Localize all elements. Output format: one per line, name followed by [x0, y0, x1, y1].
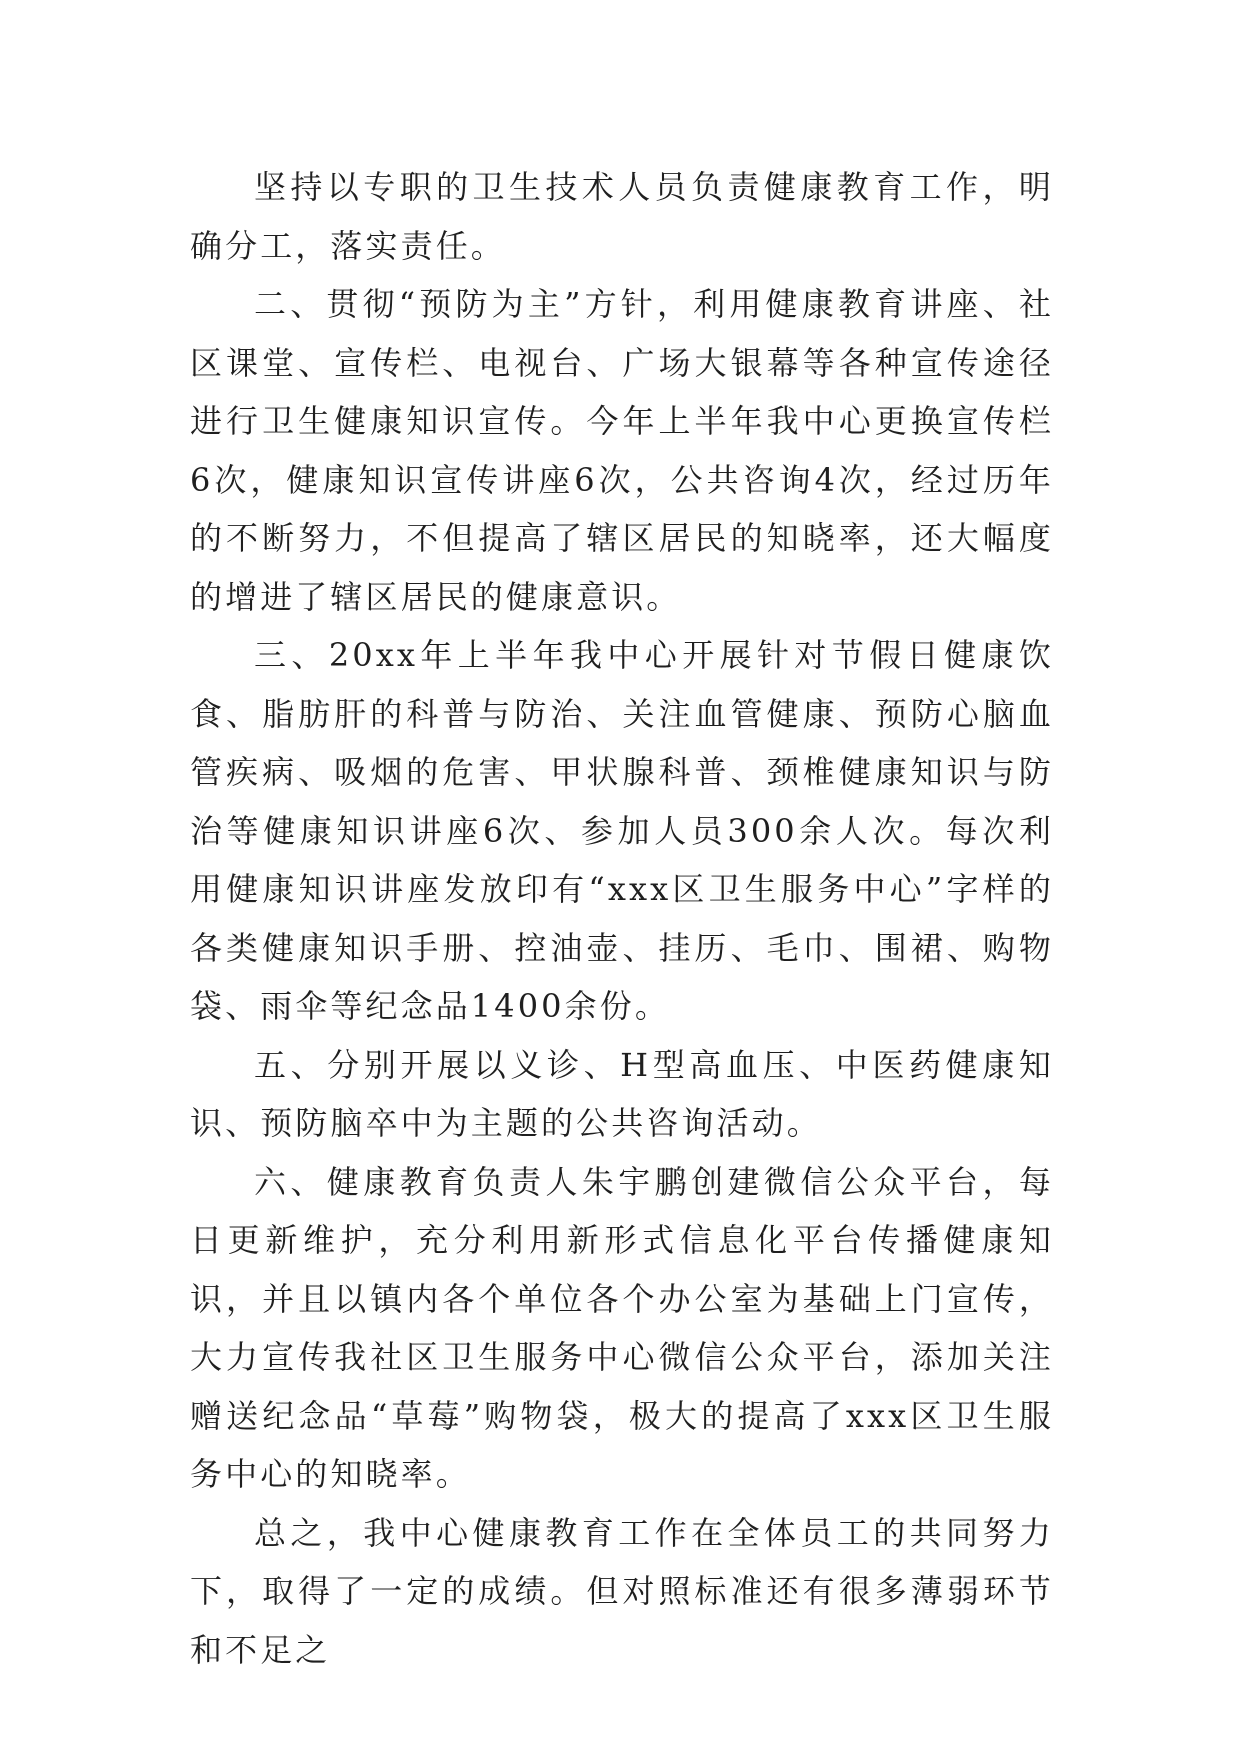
- document-body: [190, 158, 1054, 1679]
- paragraph-staffing: 坚持以专职的卫生技术人员负责健康教育工作，明确分工，落实责任。: [190, 168, 1054, 265]
- paragraph-summary: 总之，我中心健康教育工作在全体员工的共同努力下，取得了一定的成绩。但对照标准还有很多薄弱环节和不足之: [190, 1513, 1054, 1669]
- paragraph-health-lectures: 三、20xx年上半年我中心开展针对节假日健康饮食、脂肪肝的科普与防治、关注血管健康、预防心脑血管疾病、吸烟的危害、甲状腺科普、颈椎健康知识与防治等健康知识讲座6次、参加人员300余人次。每次利用健康知识讲座发放印有“xxx区卫生服务中心”字样的各类健康知识手册、控油壶、挂历、毛巾、围裙、购物袋、雨伞等纪念品1400余份。: [190, 636, 1054, 1025]
- paragraph-prevention-publicity: 二、贯彻“预防为主”方针，利用健康教育讲座、社区课堂、宣传栏、电视台、广场大银幕等各种宣传途径进行卫生健康知识宣传。今年上半年我中心更换宣传栏6次，健康知识宣传讲座6次，公共咨询4次，经过历年的不断努力，不但提高了辖区居民的知晓率，还大幅度的增进了辖区居民的健康意识。: [190, 285, 1054, 616]
- paragraph-wechat-platform: 六、健康教育负责人朱宇鹏创建微信公众平台，每日更新维护，充分利用新形式信息化平台传播健康知识，并且以镇内各个单位各个办公室为基础上门宣传，大力宣传我社区卫生服务中心微信公众平台，添加关注赠送纪念品“草莓”购物袋，极大的提高了xxx区卫生服务中心的知晓率。: [190, 1162, 1054, 1493]
- paragraph-public-consultation: 五、分别开展以义诊、H型高血压、中医药健康知识、预防脑卒中为主题的公共咨询活动。: [190, 1045, 1054, 1142]
